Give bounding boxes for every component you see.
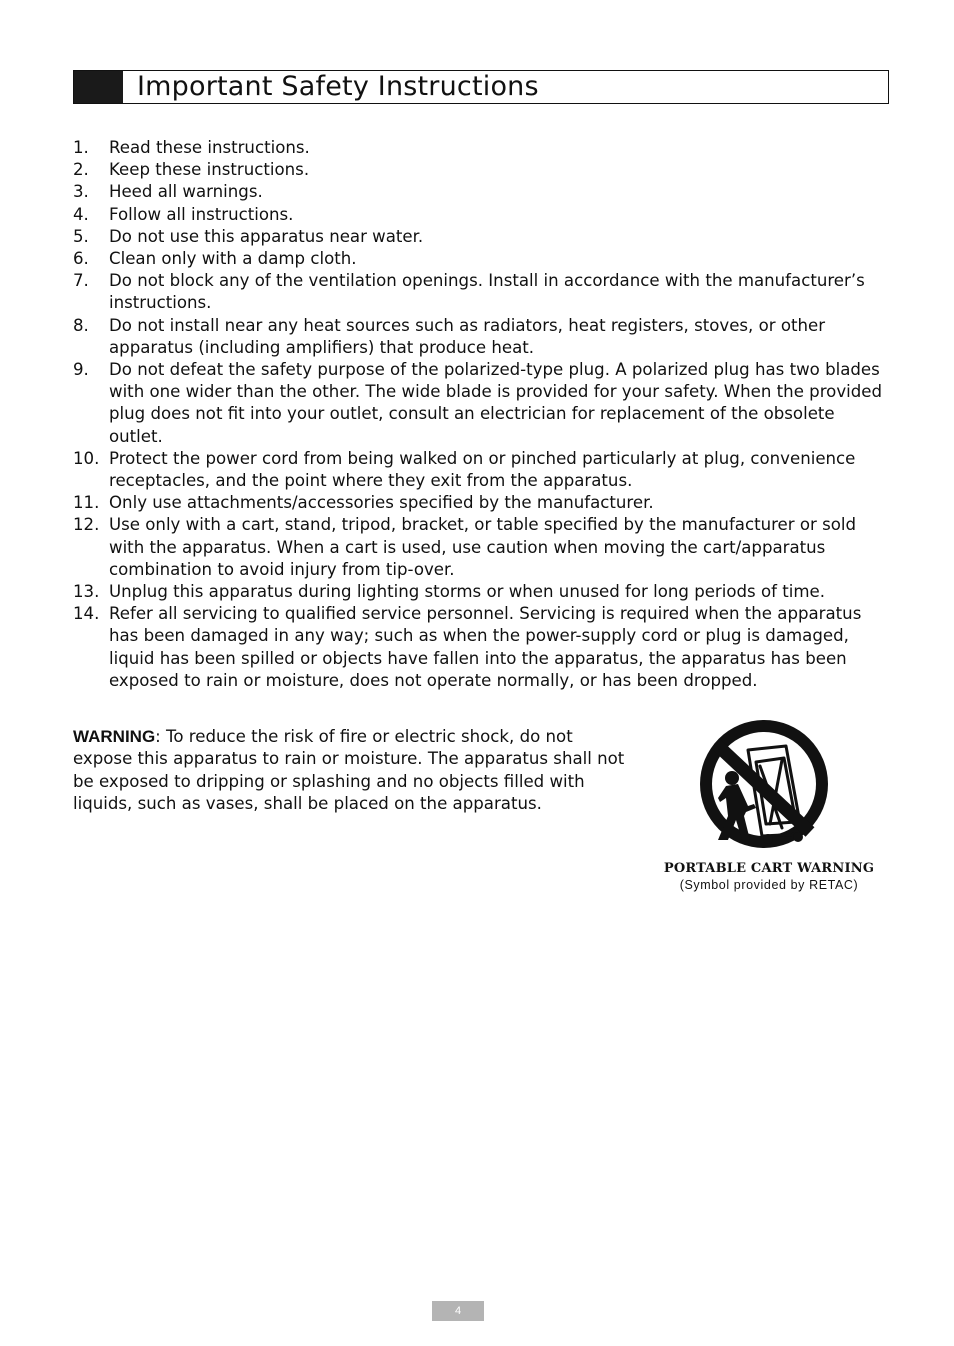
cart-warning-subtitle: (Symbol provided by RETAC) (679, 878, 859, 892)
item-text: Follow all instructions. (109, 204, 294, 224)
list-item (73, 226, 893, 248)
item-text: Keep these instructions. (109, 160, 310, 180)
safety-instructions-list (73, 137, 893, 692)
list-item (73, 181, 893, 203)
item-number: 6. (73, 249, 89, 269)
list-item (73, 514, 893, 581)
page-number: 4 (432, 1301, 484, 1321)
item-number: 8. (73, 315, 89, 335)
item-text: Do not use this apparatus near water. (109, 226, 424, 246)
item-text: Do not block any of the ventilation openings. Install in accordance with the manufacturer’s instructions. (109, 271, 865, 313)
item-number: 5. (73, 226, 89, 246)
item-number: 1. (73, 138, 89, 157)
item-text: Clean only with a damp cloth. (109, 249, 357, 269)
item-text: Unplug this apparatus during lighting storms or when unused for long periods of time. (109, 582, 826, 602)
item-number: 9. (73, 360, 89, 380)
section-header (73, 70, 889, 104)
item-number: 2. (73, 160, 89, 180)
item-text: Read these instructions. (109, 138, 310, 157)
header-accent-block (74, 71, 123, 103)
list-item (73, 204, 893, 226)
list-item (73, 270, 893, 314)
list-item (73, 359, 893, 448)
item-number: 14. (73, 604, 100, 624)
item-number: 7. (73, 271, 89, 291)
item-number: 11. (73, 493, 100, 513)
list-item (73, 448, 893, 492)
item-number: 10. (73, 448, 100, 468)
list-item (73, 315, 893, 359)
item-text: Use only with a cart, stand, tripod, bracket, or table specified by the manufacturer or sold with the apparatus. When a cart is used, use caution when moving the cart/apparatus combination to avoid injury from tip-over. (109, 515, 857, 579)
warning-paragraph (73, 726, 633, 816)
list-item (73, 137, 893, 159)
warning-label: WARNING (73, 727, 156, 746)
list-item (73, 581, 893, 603)
item-text: Only use attachments/accessories specified by the manufacturer. (109, 493, 654, 513)
cart-warning-caption (660, 861, 878, 893)
cart-warning-title: PORTABLE CART WARNING (663, 861, 875, 876)
item-text: Do not defeat the safety purpose of the polarized-type plug. A polarized plug has two blades with one wider than the other. The wide blade is provided for your safety. When the provided plug does not fit into your outlet, consult an electrician for replacement of the obsolete outlet. (109, 360, 883, 446)
item-number: 12. (73, 515, 100, 535)
warning-text: : To reduce the risk of fire or electric shock, do not expose this apparatus to rain or moisture. The apparatus shall not be exposed to dripping or splashing and no objects filled with liquids, such as vases, shall be placed on the apparatus. (73, 727, 625, 814)
item-number: 4. (73, 204, 89, 224)
list-item (73, 603, 893, 692)
item-text: Heed all warnings. (109, 182, 263, 202)
portable-cart-warning-icon (698, 718, 830, 850)
item-text: Protect the power cord from being walked on or pinched particularly at plug, convenience receptacles, and the point where they exit from the apparatus. (109, 448, 856, 491)
item-text: Refer all servicing to qualified service personnel. Servicing is required when the apparatus has been damaged in any way; such as when the power-supply cord or plug is damaged, liquid has been spilled or objects have fallen into the apparatus, the apparatus has been exposed to rain or moisture, does not operate normally, or has been dropped. (109, 604, 862, 690)
list-item (73, 248, 893, 270)
page-title: Important Safety Instructions (137, 71, 539, 102)
list-item (73, 492, 893, 514)
item-number: 13. (73, 582, 100, 602)
item-number: 3. (73, 182, 89, 202)
list-item (73, 159, 893, 181)
item-text: Do not install near any heat sources such as radiators, heat registers, stoves, or other apparatus (including amplifiers) that produce heat. (109, 315, 826, 357)
